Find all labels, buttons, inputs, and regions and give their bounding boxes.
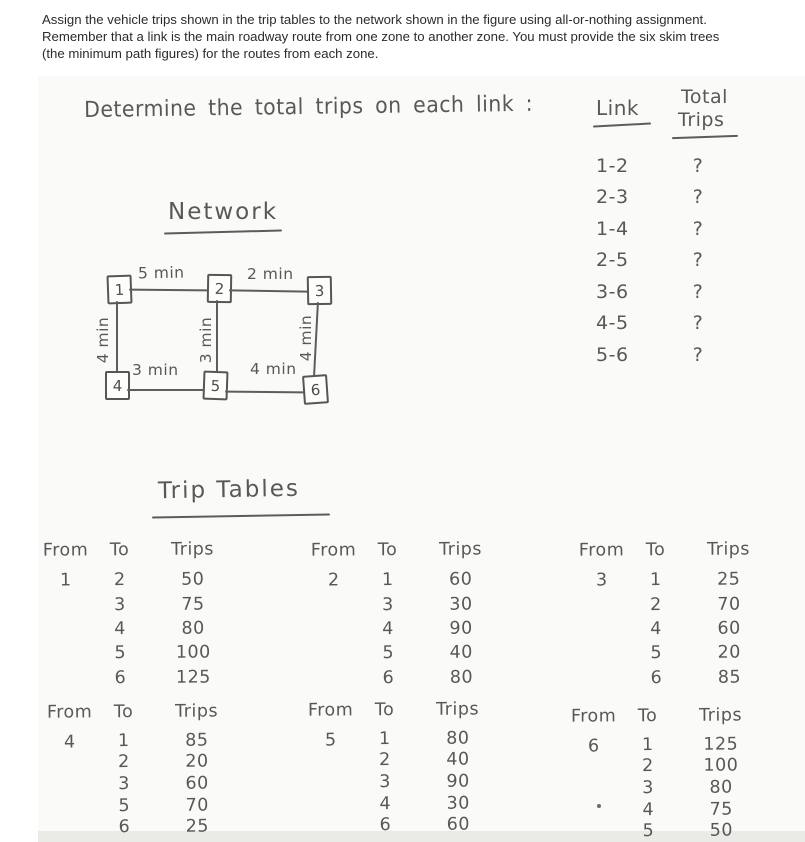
link-total-row (596, 213, 720, 245)
network-node-3 (307, 276, 333, 305)
from-header: From (42, 540, 89, 561)
link-time-1-4: 4 min (94, 316, 112, 364)
cell: 60 (185, 773, 209, 794)
cell: 40 (446, 749, 470, 771)
cell: 25 (185, 816, 210, 837)
trip-table-from-6 (568, 705, 767, 842)
cell: 80 (181, 618, 205, 639)
trip-row (360, 592, 506, 617)
cell: 4 (114, 619, 126, 640)
trip-row (96, 794, 242, 817)
cell: 1 (117, 730, 130, 751)
trip-row (96, 772, 242, 795)
trip-row (628, 665, 774, 690)
cell: 20 (185, 751, 209, 773)
cell: 100 (703, 755, 739, 777)
trips-header: Trips (699, 705, 743, 726)
trip-table-body (92, 567, 239, 690)
cell: 6 (379, 815, 392, 836)
from-zone-value: 4 (63, 732, 76, 753)
cell: 125 (175, 667, 211, 688)
network-node-6 (302, 374, 329, 405)
to-header: To (377, 540, 398, 561)
cell: 60 (446, 814, 471, 835)
cell: 1 (641, 734, 654, 755)
trip-table-body (620, 733, 767, 842)
cell: 4 (382, 619, 394, 640)
from-zone-value: 5 (324, 730, 337, 751)
cell: 80 (449, 667, 474, 688)
cell: 20 (717, 642, 741, 664)
node-3-label: 3 (314, 281, 325, 300)
trip-table-header (39, 539, 237, 568)
cell: 2 (118, 752, 130, 773)
cell: 70 (717, 594, 741, 615)
trip-table-body (360, 567, 507, 690)
cell: 2 (650, 594, 662, 615)
trip-row (92, 592, 238, 617)
trip-table-header (44, 701, 242, 730)
trip-row (360, 616, 506, 641)
cell: 2-5 (596, 249, 629, 272)
cell: 3 (642, 778, 654, 799)
cell: 90 (446, 771, 470, 792)
trips-header: Trips (439, 539, 483, 560)
trip-row (620, 733, 766, 756)
total-trips-header-line2: Trips (678, 109, 725, 131)
cell: 80 (446, 728, 470, 749)
problem-statement-line3: (the minimum path figures) for the routes from each zone. (42, 46, 379, 62)
link-line-1-4 (116, 301, 118, 372)
cell: 6 (650, 667, 663, 688)
cell: 1 (649, 570, 662, 591)
trip-row (360, 567, 506, 592)
trip-row (357, 792, 503, 815)
link-time-5-6: 4 min (250, 360, 297, 378)
from-zone-value: 3 (595, 570, 608, 591)
link-total-row (596, 245, 720, 277)
cell: 125 (703, 734, 739, 755)
trip-row (92, 567, 238, 592)
cell: 100 (175, 642, 211, 664)
cell: 6 (382, 667, 395, 688)
cell: 2 (379, 750, 391, 771)
trip-row (628, 592, 774, 617)
trip-table-from-3 (575, 539, 774, 690)
from-zone-value: 2 (327, 570, 340, 591)
link-line-4-5 (127, 389, 204, 391)
link-line-2-5 (216, 300, 218, 372)
cell: ? (692, 186, 704, 209)
cell: ? (692, 312, 704, 335)
trip-row (628, 567, 774, 592)
trip-row (357, 749, 503, 772)
cell: 90 (449, 618, 473, 639)
link-column-header: Link (596, 96, 639, 120)
cell: 3 (118, 774, 130, 795)
cell: 85 (717, 667, 742, 688)
trip-table-from-2 (307, 539, 506, 690)
cell: 2 (642, 756, 654, 777)
from-header: From (570, 706, 617, 727)
cell: 3 (379, 772, 391, 793)
cell: ? (692, 280, 704, 303)
from-header: From (310, 540, 357, 561)
node-6-label: 6 (310, 380, 321, 399)
cell: 3 (114, 594, 126, 615)
from-header: From (46, 702, 93, 723)
trip-row (360, 665, 506, 690)
cell: 2-3 (596, 186, 629, 209)
network-node-4 (105, 371, 130, 400)
trips-header: Trips (707, 539, 751, 560)
link-total-row (596, 150, 720, 182)
network-title: Network (168, 199, 279, 225)
problem-statement-line2: Remember that a link is the main roadway route from one zone to another zone. You must provide the six skim trees (42, 29, 720, 45)
trip-row (620, 755, 766, 778)
from-zone-value: 1 (59, 570, 72, 591)
cell: 5-6 (596, 343, 629, 366)
trip-table-header (575, 539, 773, 568)
link-totals-table (596, 150, 720, 371)
trip-table-body (357, 727, 504, 836)
to-header: To (374, 700, 395, 721)
to-header: To (113, 702, 134, 723)
trip-table-body (628, 567, 775, 690)
node-2-label: 2 (214, 279, 225, 298)
link-time-4-5: 3 min (132, 361, 179, 379)
cell: 85 (185, 730, 209, 751)
from-header: From (578, 540, 625, 561)
trip-row (92, 640, 238, 665)
from-header: From (307, 700, 354, 721)
network-node-5 (203, 371, 229, 401)
trip-table-from-4 (44, 701, 243, 838)
cell: 80 (709, 777, 733, 798)
cell: 1-2 (596, 154, 629, 177)
cell: 40 (449, 642, 473, 664)
trip-table-header (568, 705, 766, 734)
cell: 3 (382, 594, 394, 615)
trip-table-body (96, 729, 243, 838)
from-zone-value: 6 (587, 736, 600, 757)
link-time-2-3: 2 min (247, 265, 294, 283)
trip-row (628, 640, 774, 665)
cell: 1 (378, 728, 391, 749)
cell: 1-4 (596, 217, 629, 240)
cell: 60 (717, 618, 741, 639)
trip-row (96, 816, 242, 839)
trip-row (357, 770, 503, 793)
link-time-2-5: 3 min (197, 316, 215, 364)
cell: 75 (181, 594, 205, 615)
trip-table-from-5 (305, 699, 504, 836)
trip-row (360, 640, 506, 665)
trip-row (92, 665, 238, 690)
stray-pencil-dot (597, 804, 601, 808)
trip-row (96, 729, 242, 752)
cell: 4 (379, 793, 392, 814)
cell: 5 (118, 795, 131, 816)
cell: ? (692, 217, 704, 240)
cell: 70 (185, 795, 209, 816)
cell: 4 (642, 799, 655, 820)
link-time-3-6: 4 min (297, 314, 315, 362)
cell: ? (692, 249, 704, 272)
cell: 5 (382, 643, 395, 664)
trip-row (628, 616, 774, 641)
link-total-row (596, 182, 720, 214)
node-1-label: 1 (114, 280, 125, 299)
cell: ? (692, 154, 704, 177)
trip-table-header (307, 539, 505, 568)
total-trips-header-line1: Total (681, 86, 728, 108)
cell: 75 (709, 799, 733, 820)
cell: 6 (114, 667, 127, 688)
cell: 6 (118, 817, 131, 838)
link-total-row (596, 276, 720, 308)
cell: 5 (642, 821, 655, 842)
cell: 50 (709, 820, 734, 841)
trips-header: Trips (171, 539, 215, 560)
cell: ? (692, 343, 704, 366)
trip-row (620, 798, 766, 821)
trip-row (92, 616, 238, 641)
trip-row (620, 776, 766, 799)
cell: 4-5 (596, 312, 629, 335)
cell: 50 (181, 569, 205, 590)
cell: 30 (449, 594, 473, 615)
problem-statement-line1: Assign the vehicle trips shown in the trip tables to the network shown in the figure using all-or-nothing assignment. (42, 12, 707, 27)
cell: 3-6 (596, 280, 629, 303)
trip-row (96, 751, 242, 774)
cell: 5 (650, 643, 663, 664)
trip-row (357, 814, 503, 837)
trip-row (620, 820, 766, 842)
trip-table-header (305, 699, 503, 728)
link-total-row (596, 339, 720, 371)
to-header: To (637, 706, 658, 727)
link-total-row (596, 308, 720, 340)
cell: 30 (446, 793, 470, 814)
to-header: To (109, 540, 130, 561)
cell: 25 (717, 569, 741, 590)
cell: 2 (113, 570, 126, 591)
trip-row (357, 727, 503, 750)
trip-tables-title: Trip Tables (157, 475, 301, 505)
node-4-label: 4 (112, 376, 123, 395)
node-5-label: 5 (210, 376, 221, 395)
trips-header: Trips (436, 699, 480, 720)
trip-table-from-1 (39, 539, 238, 690)
to-header: To (645, 540, 666, 561)
cell: 1 (381, 570, 394, 591)
cell: 4 (650, 619, 662, 640)
handwritten-prompt: Determine the total trips on each link : (84, 91, 534, 123)
cell: 60 (449, 569, 473, 590)
link-time-1-2: 5 min (137, 263, 185, 283)
trips-header: Trips (175, 701, 219, 722)
problem-statement (42, 11, 792, 63)
cell: 5 (114, 643, 127, 664)
